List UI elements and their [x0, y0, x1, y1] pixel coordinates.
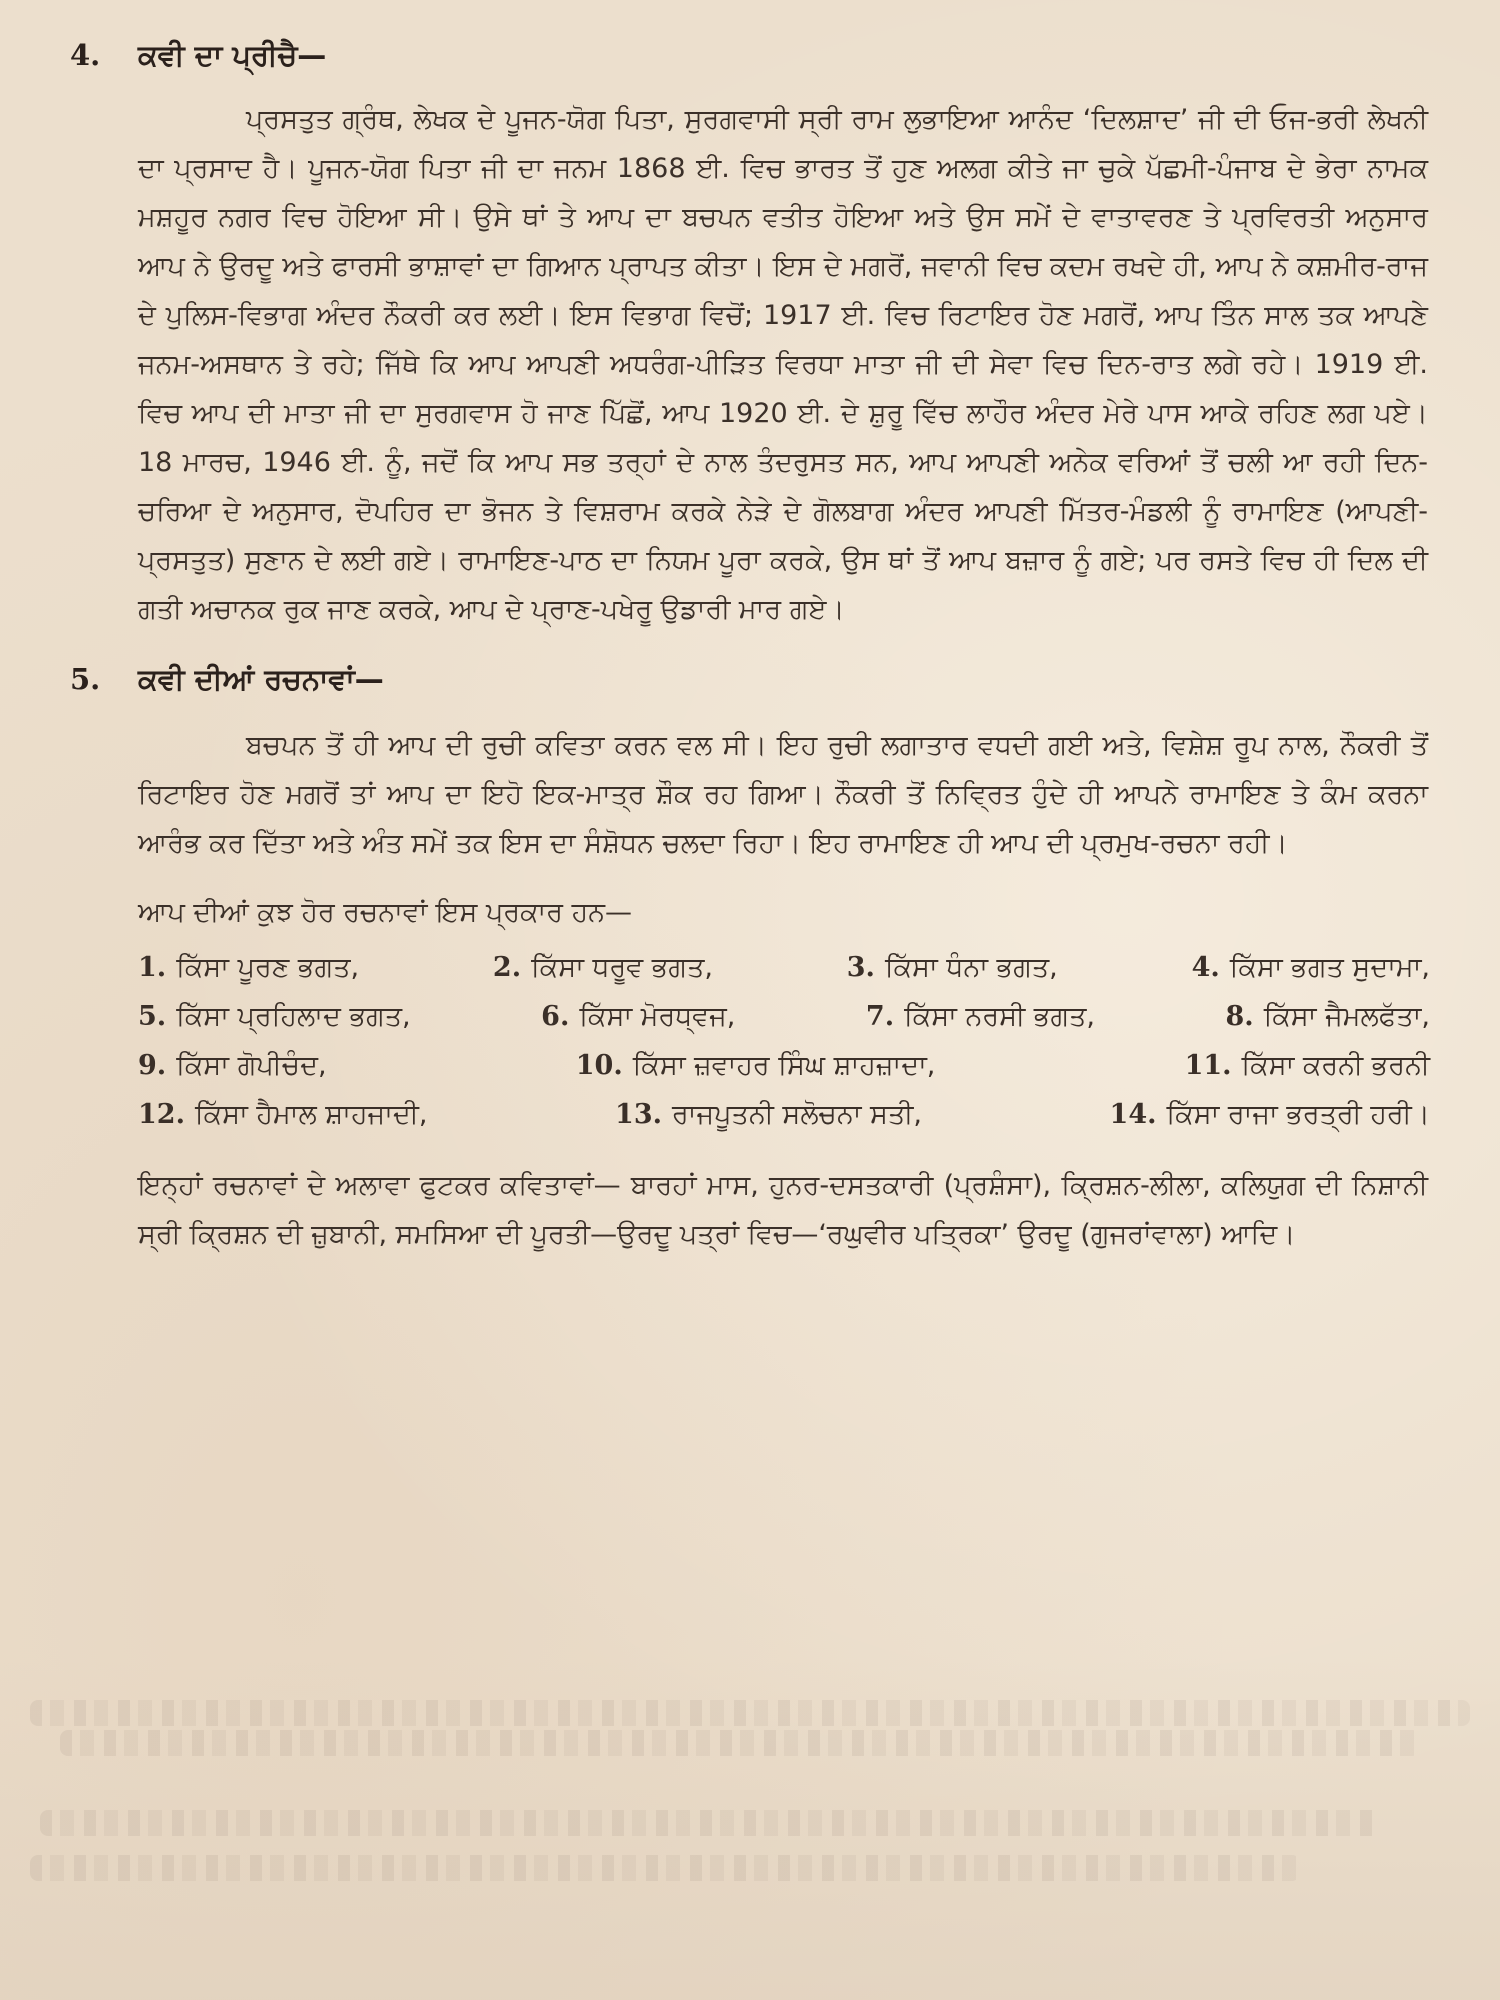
work-title: ਕਿੱਸਾ ਪ੍ਰਹਿਲਾਦ ਭਗਤ, [176, 1001, 411, 1032]
section-5-title: ਕਵੀ ਦੀਆਂ ਰਚਨਾਵਾਂ— [138, 662, 384, 696]
work-title: ਕਿੱਸਾ ਧਰੂਵ ਭਗਤ, [531, 952, 713, 983]
work-item [138, 943, 359, 992]
show-through-line [60, 1730, 1420, 1756]
work-item [576, 1041, 936, 1090]
section-4-paragraph: ਪ੍ਰਸਤੁਤ ਗ੍ਰੰਥ, ਲੇਖਕ ਦੇ ਪੂਜਨ-ਯੋਗ ਪਿਤਾ, ਸੁਰਗਵਾਸੀ ਸ੍ਰੀ ਰਾਮ ਲੁਭਾਇਆ ਆਨੰਦ ‘ਦਿਲਸ਼ਾਦ’ ਜੀ ਦੀ ਓਜ-ਭਰੀ ਲੇਖਨੀ ਦਾ ਪ੍ਰਸਾਦ ਹੈ। ਪੂਜਨ-ਯੋਗ ਪਿਤਾ ਜੀ ਦਾ ਜਨਮ 1868 ਈ. ਵਿਚ ਭਾਰਤ ਤੋਂ ਹੁਣ ਅਲਗ ਕੀਤੇ ਜਾ ਚੁਕੇ ਪੱਛਮੀ-ਪੰਜਾਬ ਦੇ ਭੇਰਾ ਨਾਮਕ ਮਸ਼ਹੂਰ ਨਗਰ ਵਿਚ ਹੋਇਆ ਸੀ। ਉਸੇ ਥਾਂ ਤੇ ਆਪ ਦਾ ਬਚਪਨ ਵਤੀਤ ਹੋਇਆ ਅਤੇ ਉਸ ਸਮੇਂ ਦੇ ਵਾਤਾਵਰਣ ਤੇ ਪ੍ਰਵਿਰਤੀ ਅਨੁਸਾਰ ਆਪ ਨੇ ਉਰਦੂ ਅਤੇ ਫਾਰਸੀ ਭਾਸ਼ਾਵਾਂ ਦਾ ਗਿਆਨ ਪ੍ਰਾਪਤ ਕੀਤਾ। ਇਸ ਦੇ ਮਗਰੋਂ, ਜਵਾਨੀ ਵਿਚ ਕਦਮ ਰਖਦੇ ਹੀ, ਆਪ ਨੇ ਕਸ਼ਮੀਰ-ਰਾਜ ਦੇ ਪੁਲਿਸ-ਵਿਭਾਗ ਅੰਦਰ ਨੌਕਰੀ ਕਰ ਲਈ। ਇਸ ਵਿਭਾਗ ਵਿਚੋਂ; 1917 ਈ. ਵਿਚ ਰਿਟਾਇਰ ਹੋਣ ਮਗਰੋਂ, ਆਪ ਤਿੰਨ ਸਾਲ ਤਕ ਆਪਣੇ ਜਨਮ-ਅਸਥਾਨ ਤੇ ਰਹੇ; ਜਿੱਥੇ ਕਿ ਆਪ ਆਪਣੀ ਅਧਰੰਗ-ਪੀੜਿਤ ਵਿਰਧਾ ਮਾਤਾ ਜੀ ਦੀ ਸੇਵਾ ਵਿਚ ਦਿਨ-ਰਾਤ ਲਗੇ ਰਹੇ। 1919 ਈ. ਵਿਚ ਆਪ ਦੀ ਮਾਤਾ ਜੀ ਦਾ ਸੁਰਗਵਾਸ ਹੋ ਜਾਣ ਪਿੱਛੋਂ, ਆਪ 1920 ਈ. ਦੇ ਸ਼ੁਰੂ ਵਿੱਚ ਲਾਹੌਰ ਅੰਦਰ ਮੇਰੇ ਪਾਸ ਆਕੇ ਰਹਿਣ ਲਗ ਪਏ। 18 ਮਾਰਚ, 1946 ਈ. ਨੂੰ, ਜਦੋਂ ਕਿ ਆਪ ਸਭ ਤਰ੍ਹਾਂ ਦੇ ਨਾਲ ਤੰਦਰੁਸਤ ਸਨ, ਆਪ ਆਪਣੀ ਅਨੇਕ ਵਰਿਆਂ ਤੋਂ ਚਲੀ ਆ ਰਹੀ ਦਿਨ-ਚਰਿਆ ਦੇ ਅਨੁਸਾਰ, ਦੋਪਹਿਰ ਦਾ ਭੋਜਨ ਤੇ ਵਿਸ਼ਰਾਮ ਕਰਕੇ ਨੇੜੇ ਦੇ ਗੋਲਬਾਗ ਅੰਦਰ ਆਪਣੀ ਮਿੱਤਰ-ਮੰਡਲੀ ਨੂੰ ਰਾਮਾਇਣ (ਆਪਣੀ-ਪ੍ਰਸਤੁਤ) ਸੁਣਾਨ ਦੇ ਲਈ ਗਏ। ਰਾਮਾਇਣ-ਪਾਠ ਦਾ ਨਿਯਮ ਪੂਰਾ ਕਰਕੇ, ਉਸ ਥਾਂ ਤੋਂ ਆਪ ਬਜ਼ਾਰ ਨੂੰ ਗਏ; ਪਰ ਰਸਤੇ ਵਿਚ ਹੀ ਦਿਲ ਦੀ ਗਤੀ ਅਚਾਨਕ ਰੁਕ ਜਾਣ ਕਰਕੇ, ਆਪ ਦੇ ਪ੍ਰਾਣ-ਪਖੇਰੂ ਉਡਾਰੀ ਮਾਰ ਗਏ। [138, 104, 1428, 625]
closing-paragraph: ਇਨ੍ਹਾਂ ਰਚਨਾਵਾਂ ਦੇ ਅਲਾਵਾ ਫੁਟਕਰ ਕਵਿਤਾਵਾਂ— ਬਾਰਹਾਂ ਮਾਸ, ਹੁਨਰ-ਦਸਤਕਾਰੀ (ਪ੍ਰਸ਼ੰਸਾ), ਕ੍ਰਿਸ਼ਨ-ਲੀਲਾ, ਕਲਿਯੁਗ ਦੀ ਨਿਸ਼ਾਨੀ ਸ੍ਰੀ ਕ੍ਰਿਸ਼ਨ ਦੀ ਜ਼ੁਬਾਨੀ, ਸਮਸਿਆ ਦੀ ਪੂਰਤੀ—ਉਰਦੂ ਪਤ੍ਰਾਂ ਵਿਚ—‘ਰਘੁਵੀਰ ਪਤ੍ਰਿਕਾ’ ਉਰਦੂ (ਗੁਜਰਾਂਵਾਲਾ) ਆਦਿ। [138, 1170, 1428, 1250]
work-number: 4. [1191, 952, 1220, 983]
work-number: 11. [1184, 1050, 1232, 1081]
work-number: 7. [865, 1001, 895, 1032]
show-through-line [30, 1855, 1300, 1881]
works-row [138, 1090, 1430, 1139]
work-title: ਕਿੱਸਾ ਧੰਨਾ ਭਗਤ, [884, 952, 1058, 983]
work-number: 6. [541, 1001, 570, 1032]
work-number: 2. [492, 952, 522, 983]
work-number: 13. [615, 1099, 663, 1130]
work-item [1185, 1041, 1430, 1090]
work-number: 5. [138, 1001, 167, 1032]
works-intro: ਆਪ ਦੀਆਂ ਕੁਝ ਹੋਰ ਰਚਨਾਵਾਂ ਇਸ ਪ੍ਰਕਾਰ ਹਨ— [138, 897, 633, 928]
section-5-paragraph: ਬਚਪਨ ਤੋਂ ਹੀ ਆਪ ਦੀ ਰੁਚੀ ਕਵਿਤਾ ਕਰਨ ਵਲ ਸੀ। ਇਹ ਰੁਚੀ ਲਗਾਤਾਰ ਵਧਦੀ ਗਈ ਅਤੇ, ਵਿਸ਼ੇਸ਼ ਰੂਪ ਨਾਲ, ਨੌਕਰੀ ਤੋਂ ਰਿਟਾਇਰ ਹੋਣ ਮਗਰੋਂ ਤਾਂ ਆਪ ਦਾ ਇਹੋ ਇਕ-ਮਾਤ੍ਰ ਸ਼ੌਕ ਰਹ ਗਿਆ। ਨੌਕਰੀ ਤੋਂ ਨਿਵ੍ਰਿਤ ਹੁੰਦੇ ਹੀ ਆਪਨੇ ਰਾਮਾਇਣ ਤੇ ਕੰਮ ਕਰਨਾ ਆਰੰਭ ਕਰ ਦਿੱਤਾ ਅਤੇ ਅੰਤ ਸਮੇਂ ਤਕ ਇਸ ਦਾ ਸੰਸ਼ੋਧਨ ਚਲਦਾ ਰਿਹਾ। ਇਹ ਰਾਮਾਇਣ ਹੀ ਆਪ ਦੀ ਪ੍ਰਮੁਖ-ਰਚਨਾ ਰਹੀ। [138, 730, 1428, 859]
section-4-number: 4. [70, 38, 101, 72]
work-number: 1. [138, 952, 167, 983]
work-title: ਕਿੱਸਾ ਮੋਰਧ੍ਵਜ, [579, 1001, 736, 1032]
show-through-line [40, 1810, 1380, 1836]
work-item [847, 943, 1058, 992]
works-list [138, 943, 1430, 1139]
work-item [138, 1041, 327, 1090]
works-row [138, 943, 1430, 992]
work-item [541, 992, 735, 1041]
work-item [866, 992, 1095, 1041]
works-row [138, 1041, 1430, 1090]
section-5-number: 5. [70, 662, 101, 696]
work-number: 14. [1109, 1099, 1157, 1130]
show-through-area [0, 1660, 1500, 2000]
work-number: 8. [1225, 1001, 1254, 1032]
work-title: ਕਿੱਸਾ ਜ਼ਵਾਹਰ ਸਿੰਘ ਸ਼ਾਹਜ਼ਾਦਾ, [632, 1050, 936, 1081]
works-row [138, 992, 1430, 1041]
work-number: 12. [138, 1099, 185, 1130]
work-title: ਕਿੱਸਾ ਕਰਨੀ ਭਰਨੀ [1241, 1050, 1430, 1081]
section-4-heading [70, 38, 1430, 73]
work-item [1192, 943, 1430, 992]
work-title: ਰਾਜਪੂਤਨੀ ਸਲੋਚਨਾ ਸਤੀ, [672, 1099, 922, 1130]
work-title: ਕਿੱਸਾ ਪੂਰਣ ਭਗਤ, [176, 952, 360, 983]
work-title: ਕਿੱਸਾ ਨਰਸੀ ਭਗਤ, [904, 1001, 1095, 1032]
work-number: 3. [846, 952, 875, 983]
work-item [138, 1090, 428, 1139]
work-number: 9. [138, 1050, 167, 1081]
section-4-title: ਕਵੀ ਦਾ ਪ੍ਰੀਚੈ— [138, 38, 327, 72]
work-item [138, 992, 411, 1041]
work-number: 10. [575, 1050, 623, 1081]
work-item [1226, 992, 1430, 1041]
show-through-line [30, 1700, 1470, 1726]
work-title: ਕਿੱਸਾ ਗੋਪੀਚੰਦ, [176, 1050, 327, 1081]
page-content [70, 20, 1430, 1259]
work-title: ਕਿੱਸਾ ਹੈਮਾਲ ਸ਼ਾਹਜਾਦੀ, [194, 1099, 428, 1130]
work-title: ਕਿੱਸਾ ਜੈਮਲਫੱਤਾ, [1263, 1001, 1430, 1032]
work-item [615, 1090, 922, 1139]
section-5-heading [70, 662, 1430, 697]
work-title: ਕਿੱਸਾ ਭਗਤ ਸੁਦਾਮਾ, [1229, 952, 1430, 983]
work-item [493, 943, 713, 992]
work-title: ਕਿੱਸਾ ਰਾਜਾ ਭਰਤ੍ਰੀ ਹਰੀ। [1166, 1099, 1430, 1130]
work-item [1110, 1090, 1430, 1139]
